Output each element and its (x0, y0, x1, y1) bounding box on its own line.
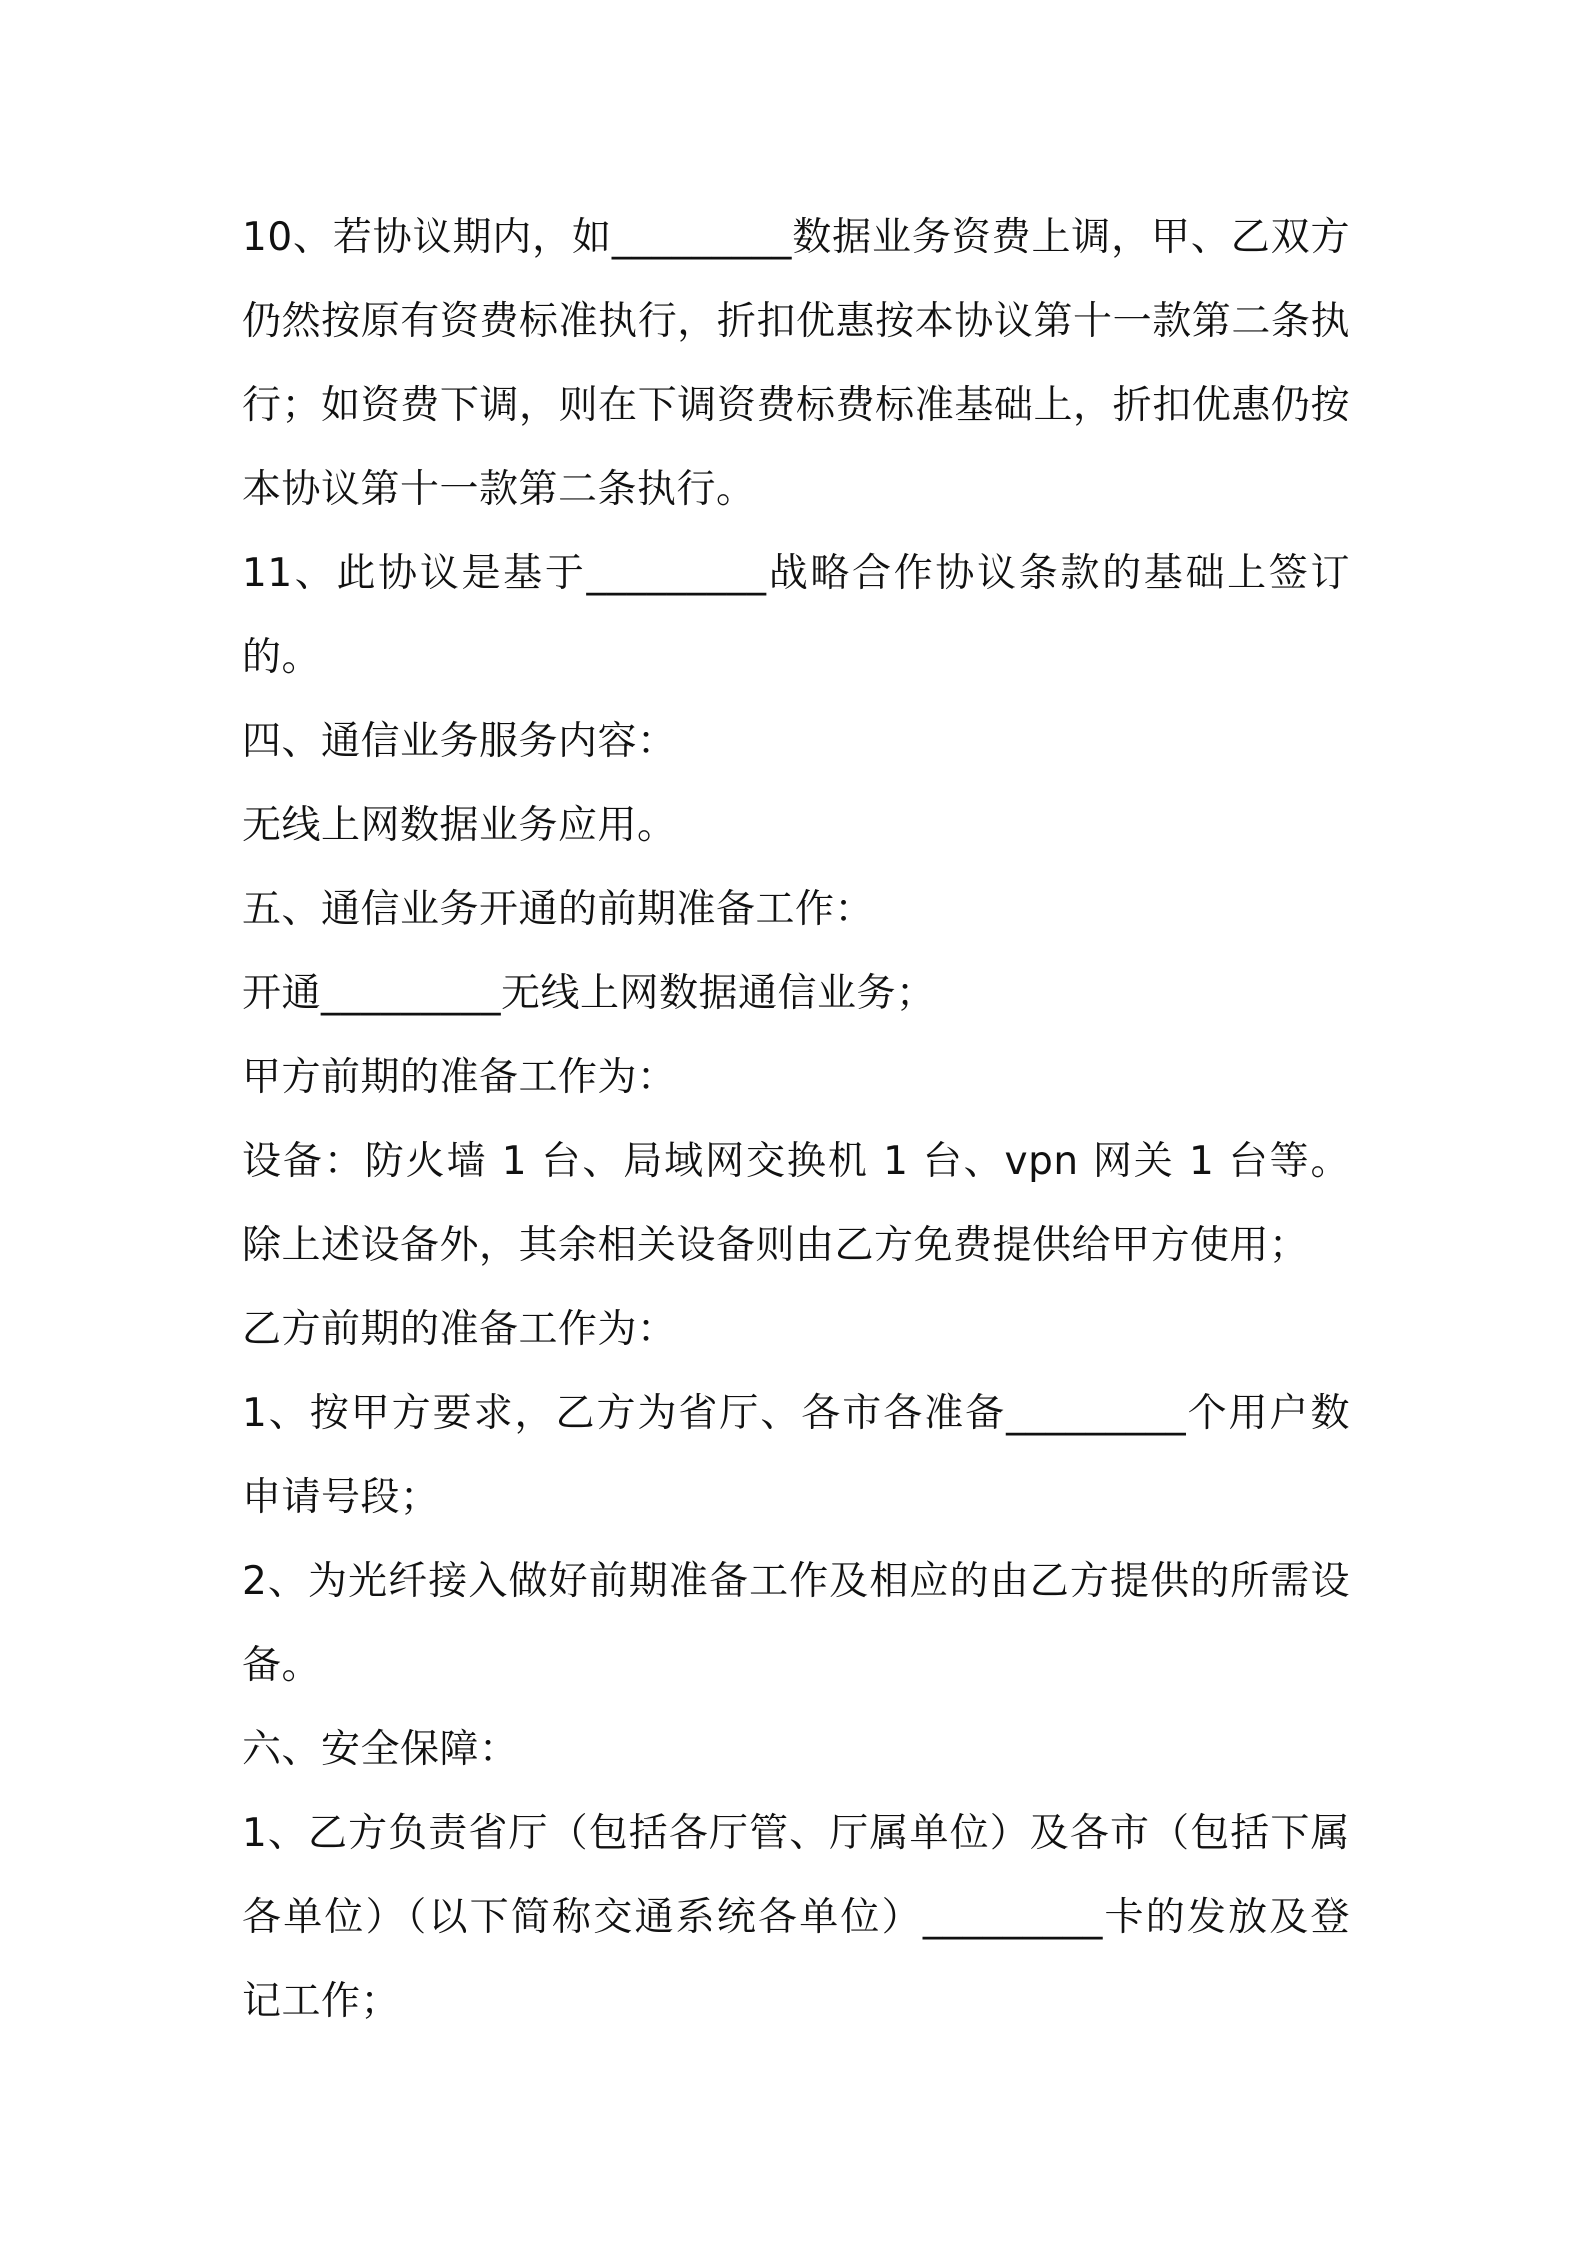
section-4-heading: 四、通信业务服务内容： (242, 719, 677, 764)
party-a-prep-heading: 甲方前期的准备工作为： (242, 1055, 677, 1100)
clause-11: 11、此协议是基于_________战略合作协议条款的基础上签订的。 (242, 551, 1350, 680)
clause-10: 10、若协议期内，如_________数据业务资费上调，甲、乙双方仍然按原有资费标准执行，折扣优惠按本协议第十一款第二条执行；如资费下调，则在下调资费标费标准基础上，折扣优惠仍按本协议第十一款第二条执行。 (242, 215, 1350, 512)
document-body (242, 196, 1350, 2044)
section-4-content: 无线上网数据业务应用。 (242, 803, 677, 848)
party-a-equipment: 设备：防火墙 1 台、局域网交换机 1 台、vpn 网关 1 台等。除上述设备外，其余相关设备则由乙方免费提供给甲方使用； (242, 1139, 1350, 1268)
party-b-prep-heading: 乙方前期的准备工作为： (242, 1307, 677, 1352)
party-b-item-1: 1、按甲方要求，乙方为省厅、各市各准备_________个用户数申请号段； (242, 1391, 1350, 1520)
section-6-heading: 六、安全保障： (242, 1727, 519, 1772)
section-5-heading: 五、通信业务开通的前期准备工作： (242, 887, 875, 932)
section-5-activation: 开通_________无线上网数据通信业务； (242, 971, 936, 1016)
section-6-item-1: 1、乙方负责省厅（包括各厅管、厅属单位）及各市（包括下属各单位）（以下简称交通系统各单位）_________卡的发放及登记工作； (242, 1811, 1350, 2024)
party-b-item-2: 2、为光纤接入做好前期准备工作及相应的由乙方提供的所需设备。 (242, 1559, 1350, 1688)
